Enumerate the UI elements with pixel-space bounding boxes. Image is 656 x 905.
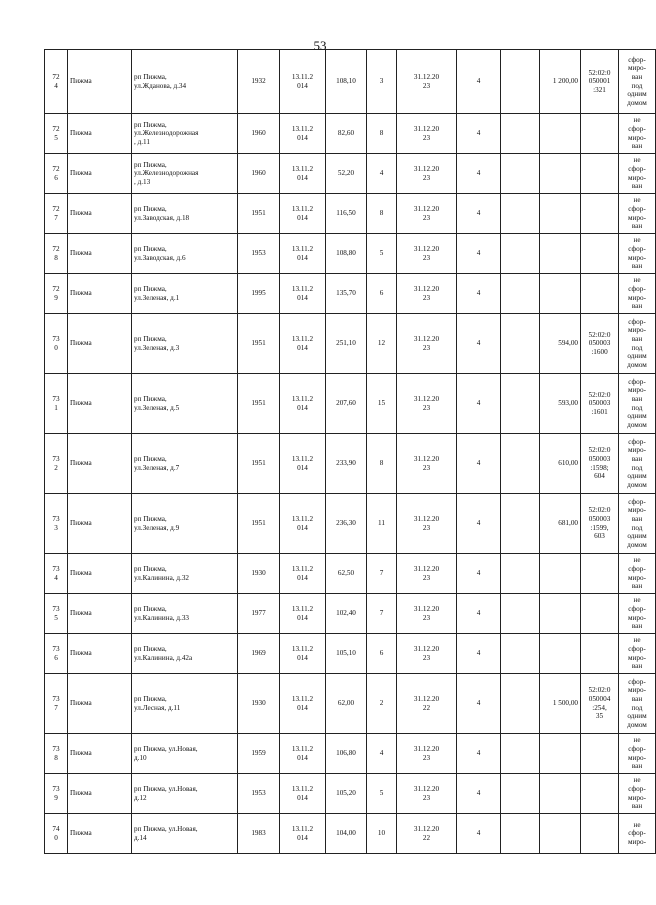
col-empty-cell (501, 814, 540, 854)
settlement-cell: Пижма (68, 674, 132, 734)
row-number-cell: 72 9 (45, 274, 68, 314)
table-row (45, 314, 656, 374)
year-built-cell: 1951 (238, 314, 280, 374)
row-number-cell: 73 0 (45, 314, 68, 374)
table-row (45, 234, 656, 274)
area-cell: 106,80 (326, 734, 367, 774)
row-number-cell: 73 4 (45, 554, 68, 594)
residents-cell: 10 (367, 814, 397, 854)
land-status-cell: не сфор- миро- ван (619, 634, 656, 674)
land-area-cell (540, 734, 581, 774)
cadastral-number-cell: 52:02:0 050003 :1598; 604 (581, 434, 619, 494)
col-empty-cell (501, 774, 540, 814)
settlement-cell: Пижма (68, 494, 132, 554)
row-number-cell: 73 5 (45, 594, 68, 634)
category-cell: 4 (457, 50, 501, 114)
land-area-cell: 1 500,00 (540, 674, 581, 734)
col-empty-cell (501, 50, 540, 114)
table-row (45, 774, 656, 814)
address-cell: рп Пижма, ул.Новая, д.14 (132, 814, 238, 854)
year-built-cell: 1969 (238, 634, 280, 674)
deadline-cell: 31.12.20 23 (397, 494, 457, 554)
category-cell: 4 (457, 154, 501, 194)
col-empty-cell (501, 314, 540, 374)
category-cell: 4 (457, 374, 501, 434)
table-row (45, 194, 656, 234)
settlement-cell: Пижма (68, 594, 132, 634)
cadastral-number-cell (581, 154, 619, 194)
residents-cell: 5 (367, 774, 397, 814)
land-status-cell: сфор- миро- ван под одним домом (619, 674, 656, 734)
year-built-cell: 1960 (238, 114, 280, 154)
deadline-cell: 31.12.20 23 (397, 374, 457, 434)
settlement-cell: Пижма (68, 314, 132, 374)
category-cell: 4 (457, 114, 501, 154)
category-cell: 4 (457, 274, 501, 314)
deadline-cell: 31.12.20 23 (397, 194, 457, 234)
area-cell: 105,10 (326, 634, 367, 674)
area-cell: 62,50 (326, 554, 367, 594)
land-area-cell (540, 114, 581, 154)
land-status-cell: сфор- миро- ван под одним домом (619, 494, 656, 554)
date-cell: 13.11.2 014 (280, 50, 326, 114)
category-cell: 4 (457, 494, 501, 554)
area-cell: 62,00 (326, 674, 367, 734)
land-status-cell: сфор- миро- ван под одним домом (619, 314, 656, 374)
date-cell: 13.11.2 014 (280, 374, 326, 434)
year-built-cell: 1959 (238, 734, 280, 774)
land-area-cell (540, 274, 581, 314)
date-cell: 13.11.2 014 (280, 154, 326, 194)
col-empty-cell (501, 234, 540, 274)
address-cell: рп Пижма, ул.Калинина, д.33 (132, 594, 238, 634)
area-cell: 236,30 (326, 494, 367, 554)
land-area-cell (540, 774, 581, 814)
cadastral-number-cell (581, 594, 619, 634)
land-area-cell (540, 634, 581, 674)
date-cell: 13.11.2 014 (280, 814, 326, 854)
col-empty-cell (501, 494, 540, 554)
year-built-cell: 1960 (238, 154, 280, 194)
settlement-cell: Пижма (68, 154, 132, 194)
year-built-cell: 1977 (238, 594, 280, 634)
cadastral-number-cell: 52:02:0 050003 :1599, 603 (581, 494, 619, 554)
row-number-cell: 73 2 (45, 434, 68, 494)
area-cell: 82,60 (326, 114, 367, 154)
area-cell: 116,50 (326, 194, 367, 234)
settlement-cell: Пижма (68, 194, 132, 234)
year-built-cell: 1951 (238, 494, 280, 554)
cadastral-number-cell (581, 114, 619, 154)
row-number-cell: 74 0 (45, 814, 68, 854)
date-cell: 13.11.2 014 (280, 734, 326, 774)
cadastral-number-cell (581, 274, 619, 314)
land-area-cell (540, 194, 581, 234)
deadline-cell: 31.12.20 23 (397, 634, 457, 674)
row-number-cell: 73 3 (45, 494, 68, 554)
col-empty-cell (501, 154, 540, 194)
address-cell: рп Пижма, ул.Зеленая, д.3 (132, 314, 238, 374)
area-cell: 105,20 (326, 774, 367, 814)
category-cell: 4 (457, 814, 501, 854)
cadastral-number-cell (581, 554, 619, 594)
table-row (45, 674, 656, 734)
address-cell: рп Пижма, ул.Калинина, д.32 (132, 554, 238, 594)
land-status-cell: не сфор- миро- ван (619, 734, 656, 774)
table-row (45, 594, 656, 634)
area-cell: 251,10 (326, 314, 367, 374)
table-row (45, 154, 656, 194)
col-empty-cell (501, 114, 540, 154)
cadastral-number-cell: 52:02:0 050004 :254, 35 (581, 674, 619, 734)
land-status-cell: не сфор- миро- (619, 814, 656, 854)
deadline-cell: 31.12.20 23 (397, 734, 457, 774)
cadastral-number-cell (581, 194, 619, 234)
land-status-cell: сфор- миро- ван под одним домом (619, 374, 656, 434)
deadline-cell: 31.12.20 23 (397, 594, 457, 634)
settlement-cell: Пижма (68, 634, 132, 674)
residents-cell: 8 (367, 114, 397, 154)
settlement-cell: Пижма (68, 374, 132, 434)
col-empty-cell (501, 434, 540, 494)
residents-cell: 5 (367, 234, 397, 274)
col-empty-cell (501, 274, 540, 314)
date-cell: 13.11.2 014 (280, 774, 326, 814)
address-cell: рп Пижма, ул.Железнодорожная , д.13 (132, 154, 238, 194)
housing-register-table (44, 49, 656, 854)
year-built-cell: 1983 (238, 814, 280, 854)
area-cell: 135,70 (326, 274, 367, 314)
area-cell: 108,80 (326, 234, 367, 274)
settlement-cell: Пижма (68, 434, 132, 494)
year-built-cell: 1932 (238, 50, 280, 114)
area-cell: 104,00 (326, 814, 367, 854)
year-built-cell: 1951 (238, 434, 280, 494)
category-cell: 4 (457, 234, 501, 274)
deadline-cell: 31.12.20 23 (397, 554, 457, 594)
land-status-cell: не сфор- миро- ван (619, 594, 656, 634)
deadline-cell: 31.12.20 22 (397, 674, 457, 734)
date-cell: 13.11.2 014 (280, 494, 326, 554)
category-cell: 4 (457, 734, 501, 774)
row-number-cell: 72 7 (45, 194, 68, 234)
residents-cell: 7 (367, 554, 397, 594)
deadline-cell: 31.12.20 23 (397, 234, 457, 274)
deadline-cell: 31.12.20 22 (397, 814, 457, 854)
residents-cell: 11 (367, 494, 397, 554)
residents-cell: 15 (367, 374, 397, 434)
category-cell: 4 (457, 634, 501, 674)
category-cell: 4 (457, 434, 501, 494)
table-row (45, 814, 656, 854)
settlement-cell: Пижма (68, 554, 132, 594)
year-built-cell: 1930 (238, 674, 280, 734)
table-row (45, 554, 656, 594)
deadline-cell: 31.12.20 23 (397, 434, 457, 494)
category-cell: 4 (457, 774, 501, 814)
land-area-cell: 593,00 (540, 374, 581, 434)
table-row (45, 274, 656, 314)
cadastral-number-cell: 52:02:0 050001 :321 (581, 50, 619, 114)
area-cell: 108,10 (326, 50, 367, 114)
land-status-cell: не сфор- миро- ван (619, 234, 656, 274)
land-area-cell (540, 234, 581, 274)
address-cell: рп Пижма, ул.Новая, д.10 (132, 734, 238, 774)
category-cell: 4 (457, 594, 501, 634)
year-built-cell: 1951 (238, 194, 280, 234)
residents-cell: 4 (367, 734, 397, 774)
col-empty-cell (501, 194, 540, 234)
row-number-cell: 73 1 (45, 374, 68, 434)
settlement-cell: Пижма (68, 814, 132, 854)
table-row (45, 114, 656, 154)
residents-cell: 6 (367, 274, 397, 314)
settlement-cell: Пижма (68, 114, 132, 154)
table-row (45, 634, 656, 674)
cadastral-number-cell: 52:02:0 050003 :1601 (581, 374, 619, 434)
col-empty-cell (501, 734, 540, 774)
date-cell: 13.11.2 014 (280, 274, 326, 314)
category-cell: 4 (457, 194, 501, 234)
area-cell: 52,20 (326, 154, 367, 194)
deadline-cell: 31.12.20 23 (397, 154, 457, 194)
table-row (45, 374, 656, 434)
row-number-cell: 72 8 (45, 234, 68, 274)
address-cell: рп Пижма, ул.Зеленая, д.7 (132, 434, 238, 494)
cadastral-number-cell (581, 234, 619, 274)
settlement-cell: Пижма (68, 274, 132, 314)
residents-cell: 8 (367, 434, 397, 494)
date-cell: 13.11.2 014 (280, 434, 326, 494)
row-number-cell: 73 9 (45, 774, 68, 814)
deadline-cell: 31.12.20 23 (397, 114, 457, 154)
col-empty-cell (501, 554, 540, 594)
land-area-cell: 594,00 (540, 314, 581, 374)
residents-cell: 7 (367, 594, 397, 634)
land-area-cell (540, 814, 581, 854)
address-cell: рп Пижма, ул.Новая, д.12 (132, 774, 238, 814)
table-row (45, 734, 656, 774)
address-cell: рп Пижма, ул.Зеленая, д.1 (132, 274, 238, 314)
land-status-cell: не сфор- миро- ван (619, 554, 656, 594)
year-built-cell: 1995 (238, 274, 280, 314)
year-built-cell: 1951 (238, 374, 280, 434)
date-cell: 13.11.2 014 (280, 234, 326, 274)
residents-cell: 12 (367, 314, 397, 374)
category-cell: 4 (457, 314, 501, 374)
land-status-cell: не сфор- миро- ван (619, 154, 656, 194)
cadastral-number-cell (581, 814, 619, 854)
settlement-cell: Пижма (68, 50, 132, 114)
row-number-cell: 72 4 (45, 50, 68, 114)
table-row (45, 494, 656, 554)
year-built-cell: 1930 (238, 554, 280, 594)
deadline-cell: 31.12.20 23 (397, 50, 457, 114)
residents-cell: 6 (367, 634, 397, 674)
address-cell: рп Пижма, ул.Жданова, д.34 (132, 50, 238, 114)
land-area-cell (540, 554, 581, 594)
deadline-cell: 31.12.20 23 (397, 274, 457, 314)
land-status-cell: не сфор- миро- ван (619, 774, 656, 814)
address-cell: рп Пижма, ул.Лесная, д.11 (132, 674, 238, 734)
land-area-cell (540, 594, 581, 634)
address-cell: рп Пижма, ул.Калинина, д.42а (132, 634, 238, 674)
land-status-cell: сфор- миро- ван под одним домом (619, 434, 656, 494)
date-cell: 13.11.2 014 (280, 114, 326, 154)
address-cell: рп Пижма, ул.Железнодорожная , д.11 (132, 114, 238, 154)
settlement-cell: Пижма (68, 734, 132, 774)
land-area-cell: 610,00 (540, 434, 581, 494)
date-cell: 13.11.2 014 (280, 554, 326, 594)
col-empty-cell (501, 594, 540, 634)
col-empty-cell (501, 374, 540, 434)
land-status-cell: не сфор- миро- ван (619, 114, 656, 154)
cadastral-number-cell (581, 634, 619, 674)
category-cell: 4 (457, 674, 501, 734)
date-cell: 13.11.2 014 (280, 194, 326, 234)
date-cell: 13.11.2 014 (280, 674, 326, 734)
row-number-cell: 73 8 (45, 734, 68, 774)
col-empty-cell (501, 674, 540, 734)
cadastral-number-cell (581, 734, 619, 774)
address-cell: рп Пижма, ул.Заводская, д.18 (132, 194, 238, 234)
address-cell: рп Пижма, ул.Зеленая, д.9 (132, 494, 238, 554)
deadline-cell: 31.12.20 23 (397, 774, 457, 814)
area-cell: 102,40 (326, 594, 367, 634)
address-cell: рп Пижма, ул.Заводская, д.6 (132, 234, 238, 274)
row-number-cell: 72 5 (45, 114, 68, 154)
residents-cell: 3 (367, 50, 397, 114)
col-empty-cell (501, 634, 540, 674)
date-cell: 13.11.2 014 (280, 314, 326, 374)
residents-cell: 8 (367, 194, 397, 234)
land-area-cell: 681,00 (540, 494, 581, 554)
row-number-cell: 72 6 (45, 154, 68, 194)
residents-cell: 2 (367, 674, 397, 734)
page-number: 53 (313, 38, 327, 53)
land-area-cell: 1 200,00 (540, 50, 581, 114)
year-built-cell: 1953 (238, 774, 280, 814)
table-row (45, 50, 656, 114)
row-number-cell: 73 6 (45, 634, 68, 674)
date-cell: 13.11.2 014 (280, 634, 326, 674)
residents-cell: 4 (367, 154, 397, 194)
cadastral-number-cell: 52:02:0 050003 :1600 (581, 314, 619, 374)
cadastral-number-cell (581, 774, 619, 814)
land-status-cell: сфор- миро- ван под одним домом (619, 50, 656, 114)
area-cell: 233,90 (326, 434, 367, 494)
address-cell: рп Пижма, ул.Зеленая, д.5 (132, 374, 238, 434)
settlement-cell: Пижма (68, 774, 132, 814)
category-cell: 4 (457, 554, 501, 594)
land-status-cell: не сфор- миро- ван (619, 274, 656, 314)
deadline-cell: 31.12.20 23 (397, 314, 457, 374)
year-built-cell: 1953 (238, 234, 280, 274)
area-cell: 207,60 (326, 374, 367, 434)
row-number-cell: 73 7 (45, 674, 68, 734)
table-row (45, 434, 656, 494)
settlement-cell: Пижма (68, 234, 132, 274)
land-status-cell: не сфор- миро- ван (619, 194, 656, 234)
date-cell: 13.11.2 014 (280, 594, 326, 634)
land-area-cell (540, 154, 581, 194)
